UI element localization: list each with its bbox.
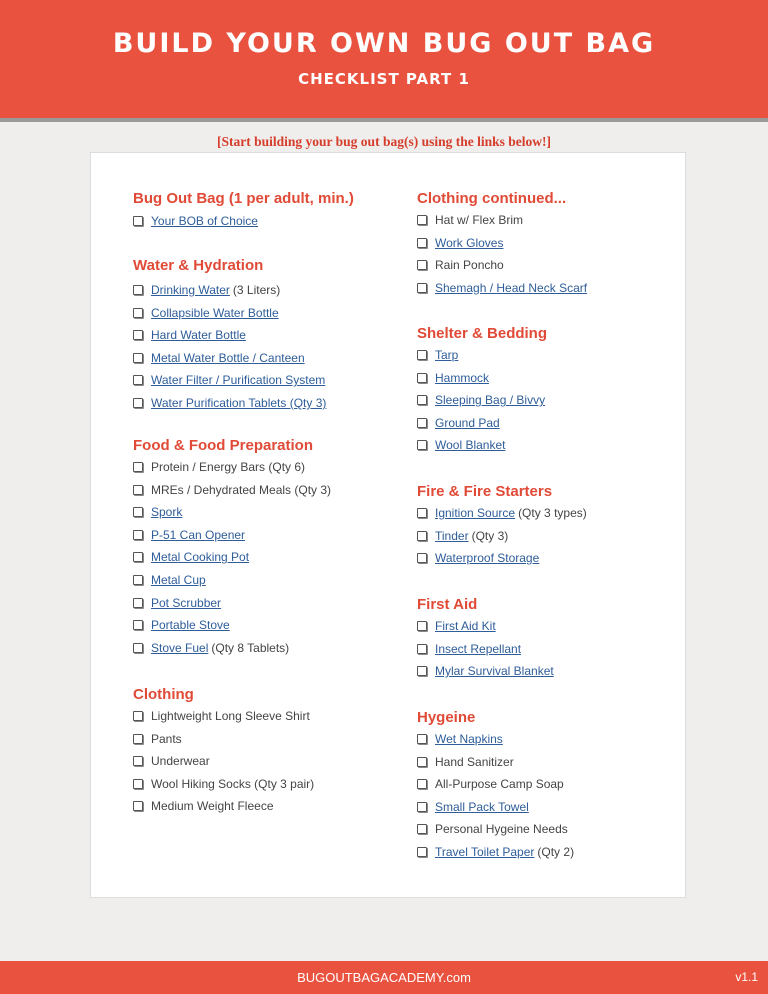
checklist-item: [417, 258, 504, 272]
section-heading-shelter-bedding: Shelter & Bedding: [417, 325, 548, 342]
checklist-item: [133, 573, 206, 587]
checklist-item: [133, 799, 274, 813]
checkbox-icon[interactable]: [133, 734, 143, 744]
checklist-item: [133, 777, 314, 791]
section-heading-hygeine: Hygeine: [417, 709, 476, 726]
item-link[interactable]: Metal Cooking Pot: [151, 550, 250, 565]
item-link[interactable]: Water Filter / Purification System: [151, 373, 326, 388]
checkbox-icon[interactable]: [417, 508, 427, 518]
footer: [0, 961, 768, 994]
item-label: Pants: [151, 731, 182, 746]
checklist-item: [417, 371, 489, 385]
checklist-item: [417, 506, 587, 520]
checkbox-icon[interactable]: [417, 350, 427, 360]
version-label: v1.1: [735, 970, 758, 984]
item-link[interactable]: Portable Stove: [151, 618, 230, 633]
item-note: (Qty 2): [537, 845, 575, 859]
checkbox-icon[interactable]: [133, 801, 143, 811]
checkbox-icon[interactable]: [133, 711, 143, 721]
checklist-item: [133, 550, 249, 564]
item-note: (Qty 3 types): [518, 506, 587, 520]
checklist-item: [417, 642, 521, 656]
checkbox-icon[interactable]: [133, 330, 143, 340]
checkbox-icon[interactable]: [417, 215, 427, 225]
item-label: Hand Sanitizer: [435, 754, 514, 769]
page-title: BUILD YOUR OWN BUG OUT BAG: [112, 28, 656, 59]
checkbox-icon[interactable]: [417, 644, 427, 654]
checklist-item: [417, 664, 554, 678]
item-label: MREs / Dehydrated Meals (Qty 3): [151, 482, 332, 497]
checkbox-icon[interactable]: [133, 285, 143, 295]
checklist-item: [133, 754, 210, 768]
checklist-item: [133, 528, 245, 542]
checkbox-icon[interactable]: [133, 552, 143, 562]
checklist-item: [417, 551, 539, 565]
item-label: Lightweight Long Sleeve Shirt: [151, 709, 310, 723]
checklist-item: [133, 732, 182, 746]
item-label: Hat w/ Flex Brim: [435, 213, 524, 227]
checkbox-icon[interactable]: [417, 531, 427, 541]
item-link[interactable]: Insect Repellant: [435, 641, 522, 656]
item-link[interactable]: Shemagh / Head Neck Scarf: [435, 280, 588, 295]
checklist-item: [417, 529, 508, 543]
checklist-item: [417, 281, 587, 295]
item-link[interactable]: Ignition Source: [435, 506, 516, 520]
checkbox-icon[interactable]: [133, 620, 143, 630]
checkbox-icon[interactable]: [417, 418, 427, 428]
checkbox-icon[interactable]: [133, 398, 143, 408]
checklist-item: [417, 438, 505, 452]
item-link[interactable]: Stove Fuel: [151, 640, 209, 655]
item-link[interactable]: Metal Cup: [151, 573, 206, 587]
item-link[interactable]: Pot Scrubber: [151, 595, 222, 610]
checklist-item: [133, 283, 280, 297]
item-link[interactable]: Mylar Survival Blanket: [435, 664, 554, 679]
item-link[interactable]: Your BOB of Choice: [151, 214, 258, 228]
item-link[interactable]: Tarp: [435, 348, 459, 362]
checkbox-icon[interactable]: [417, 621, 427, 631]
item-link[interactable]: Wet Napkins: [435, 732, 503, 746]
item-link[interactable]: Wool Blanket: [435, 438, 506, 453]
checkbox-icon[interactable]: [417, 824, 427, 834]
checkbox-icon[interactable]: [133, 507, 143, 517]
checkbox-icon[interactable]: [133, 575, 143, 585]
checklist-item: [133, 618, 230, 632]
checkbox-icon[interactable]: [417, 553, 427, 563]
item-link[interactable]: Sleeping Bag / Bivvy: [435, 393, 546, 408]
checklist-item: [417, 213, 523, 227]
checkbox-icon[interactable]: [133, 308, 143, 318]
checklist-item: [133, 328, 246, 342]
checkbox-icon[interactable]: [417, 440, 427, 450]
footer-site: BUGOUTBAGACADEMY.com: [297, 970, 471, 985]
item-note: (Qty 3): [471, 528, 509, 543]
checklist-item: [417, 393, 545, 407]
checkbox-icon[interactable]: [417, 373, 427, 383]
item-link[interactable]: Drinking Water: [151, 283, 230, 297]
checkbox-icon[interactable]: [133, 779, 143, 789]
item-label: All-Purpose Camp Soap: [435, 777, 564, 792]
checklist-item: [417, 755, 514, 769]
item-link[interactable]: Waterproof Storage: [435, 551, 540, 566]
checkbox-icon[interactable]: [417, 283, 427, 293]
checklist-item: [133, 460, 305, 474]
item-link[interactable]: Ground Pad: [435, 415, 500, 430]
item-link[interactable]: Hammock: [435, 370, 490, 385]
checklist-item: [133, 483, 331, 497]
checklist-item: [133, 396, 326, 410]
checklist-item: [133, 351, 305, 365]
checkbox-icon[interactable]: [133, 485, 143, 495]
item-link[interactable]: P-51 Can Opener: [151, 527, 246, 542]
checklist-item: [133, 214, 258, 228]
checkbox-icon[interactable]: [133, 375, 143, 385]
item-link[interactable]: Work Gloves: [435, 235, 504, 250]
checkbox-icon[interactable]: [133, 353, 143, 363]
checklist-item: [417, 800, 529, 814]
checkbox-icon[interactable]: [417, 260, 427, 270]
section-heading-clothing: Clothing: [133, 686, 194, 703]
item-link[interactable]: Spork: [151, 505, 183, 520]
checklist-item: [133, 306, 279, 320]
item-label: Underwear: [151, 754, 210, 769]
item-label: Wool Hiking Socks (Qty 3 pair): [151, 776, 315, 791]
section-heading-water-hydration: Water & Hydration: [133, 257, 264, 274]
checkbox-icon[interactable]: [417, 779, 427, 789]
checkbox-icon[interactable]: [133, 756, 143, 766]
checklist-item: [417, 348, 458, 362]
checklist-card: [90, 152, 686, 898]
item-link[interactable]: Tinder: [435, 528, 469, 543]
checklist-item: [133, 641, 289, 655]
item-link[interactable]: Travel Toilet Paper: [435, 845, 535, 859]
checkbox-icon[interactable]: [417, 802, 427, 812]
checkbox-icon[interactable]: [133, 462, 143, 472]
checkbox-icon[interactable]: [417, 666, 427, 676]
checkbox-icon[interactable]: [417, 734, 427, 744]
item-note: (3 Liters): [232, 283, 281, 297]
checklist-item: [417, 236, 503, 250]
item-link[interactable]: Water Purification Tablets (Qty 3): [151, 396, 327, 410]
checkbox-icon[interactable]: [133, 598, 143, 608]
section-heading-clothing-continued: Clothing continued...: [417, 190, 567, 207]
section-heading-food-food-preparation: Food & Food Preparation: [133, 437, 313, 454]
item-link[interactable]: First Aid Kit: [435, 619, 496, 633]
item-note: (Qty 8 Tablets): [211, 640, 290, 655]
section-heading-first-aid: First Aid: [417, 596, 478, 613]
checklist-item: [417, 732, 503, 746]
item-link[interactable]: Hard Water Bottle: [151, 328, 246, 343]
checklist-item: [133, 596, 221, 610]
checkbox-icon[interactable]: [133, 643, 143, 653]
item-link[interactable]: Metal Water Bottle / Canteen: [151, 350, 305, 365]
checkbox-icon[interactable]: [417, 395, 427, 405]
item-link[interactable]: Collapsible Water Bottle: [151, 305, 279, 320]
header-banner: [0, 0, 768, 122]
checklist-item: [417, 777, 564, 791]
item-label: Medium Weight Fleece: [151, 799, 274, 814]
checklist-item: [133, 709, 310, 723]
checkbox-icon[interactable]: [417, 238, 427, 248]
checkbox-icon[interactable]: [417, 847, 427, 857]
checklist-item: [133, 373, 325, 387]
checklist-item: [417, 845, 574, 859]
checklist-item: [417, 416, 500, 430]
tagline: [Start building your bug out bag(s) using the links below!]: [217, 134, 551, 149]
item-link[interactable]: Small Pack Towel: [435, 799, 529, 814]
item-label: Rain Poncho: [435, 258, 504, 273]
item-label: Personal Hygeine Needs: [435, 822, 568, 837]
checklist-item: [417, 822, 568, 836]
checkbox-icon[interactable]: [417, 757, 427, 767]
checkbox-icon[interactable]: [133, 216, 143, 226]
checklist-item: [133, 505, 182, 519]
section-heading-bug-out-bag-1-per-adult-min: Bug Out Bag (1 per adult, min.): [133, 190, 354, 207]
checklist-item: [417, 619, 496, 633]
checkbox-icon[interactable]: [133, 530, 143, 540]
section-heading-fire-fire-starters: Fire & Fire Starters: [417, 483, 553, 500]
page-subtitle: CHECKLIST PART 1: [298, 70, 470, 88]
item-label: Protein / Energy Bars (Qty 6): [151, 460, 306, 474]
